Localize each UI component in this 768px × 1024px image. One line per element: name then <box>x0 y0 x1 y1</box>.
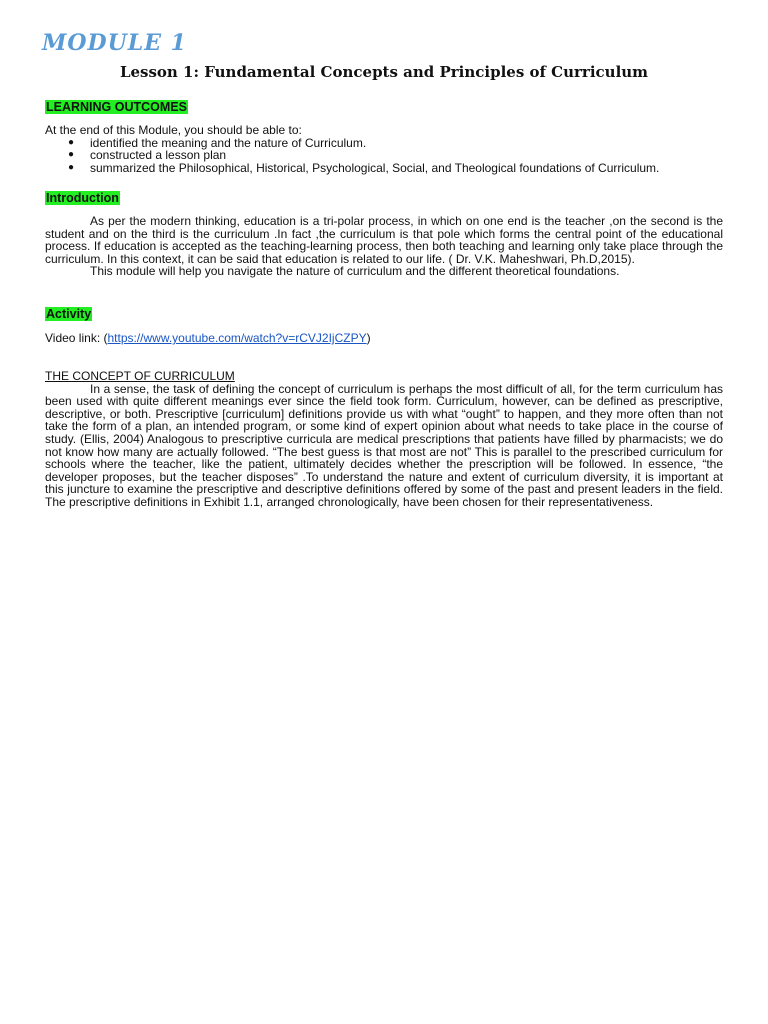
bullet-icon: ● <box>68 136 75 148</box>
video-link-prefix: Video link: ( <box>45 331 108 345</box>
bullet-icon: ● <box>68 149 75 161</box>
video-link-line <box>45 332 723 345</box>
learning-outcomes-heading-wrap <box>45 98 188 116</box>
list-item: ● summarized the Philosophical, Historical, Psychological, Social, and Theological foundations of Curriculum. <box>68 160 660 175</box>
learning-outcomes-heading: LEARNING OUTCOMES <box>46 100 187 114</box>
activity-heading: Activity <box>46 307 92 321</box>
introduction-paragraph-2: This module will help you navigate the nature of curriculum and the different theoretical foundations. <box>90 264 620 279</box>
introduction-section <box>45 215 723 278</box>
video-link-suffix: ) <box>366 331 371 345</box>
introduction-paragraph: As per the modern thinking, education is a tri-polar process, in which on one end is the teacher ,on the second is the student and on the third is the curriculum .In fact ,the curriculum is that pole which forms the central point of the educational process. If education is accepted as the teaching-learning process, then both teaching and learning only take place through the curriculum. In this context, it can be said that education is related to our life. ( Dr. V.K. Maheshwari, Ph.D,2015). <box>45 214 723 266</box>
video-link[interactable]: https://www.youtube.com/watch?v=rCVJ2IjCZPY <box>107 331 367 345</box>
lesson-title: Lesson 1: Fundamental Concepts and Principles of Curriculum <box>119 63 649 81</box>
learning-outcomes-intro: At the end of this Module, you should be able to: <box>45 123 302 137</box>
activity-heading-wrap <box>45 305 92 323</box>
concept-heading: THE CONCEPT OF CURRICULUM <box>45 369 235 383</box>
introduction-heading-wrap <box>45 189 120 207</box>
list-item: ● constructed a lesson plan <box>68 148 227 163</box>
learning-outcomes-section <box>45 124 723 174</box>
bullet-icon: ● <box>68 161 75 173</box>
module-title: MODULE 1 <box>42 30 187 56</box>
list-item: ● identified the meaning and the nature of Curriculum. <box>68 135 367 150</box>
concept-section <box>45 370 723 509</box>
concept-paragraph: In a sense, the task of defining the concept of curriculum is perhaps the most difficult of all, for the term curriculum has been used with quite different meanings ever since the field took form. Curriculum, however, can be defined as prescriptive, descriptive, or both. Prescriptive [curriculum] definitions provide us with what “ought” to happen, and they more often than not take the form of a plan, an intended program, or some kind of expert opinion about what needs to take place in the course of study. (Ellis, 2004) Analogous to prescriptive curricula are medical prescriptions that patients have filled by pharmacists; we do not know how many are actually followed. “The best guess is that most are not” This is parallel to the prescribed curriculum for schools where the teacher, like the patient, ultimately decides whether the prescription will be followed. In essence, “the developer proposes, but the teacher disposes” .To understand the nature and extent of curriculum diversity, it is important at this juncture to examine the prescriptive and descriptive definitions offered by some of the past and present leaders in the field. The prescriptive definitions in Exhibit 1.1, arranged chronologically, have been chosen for their representativeness. <box>45 381 723 509</box>
introduction-heading: Introduction <box>46 191 119 205</box>
learning-outcomes-list <box>45 137 723 175</box>
